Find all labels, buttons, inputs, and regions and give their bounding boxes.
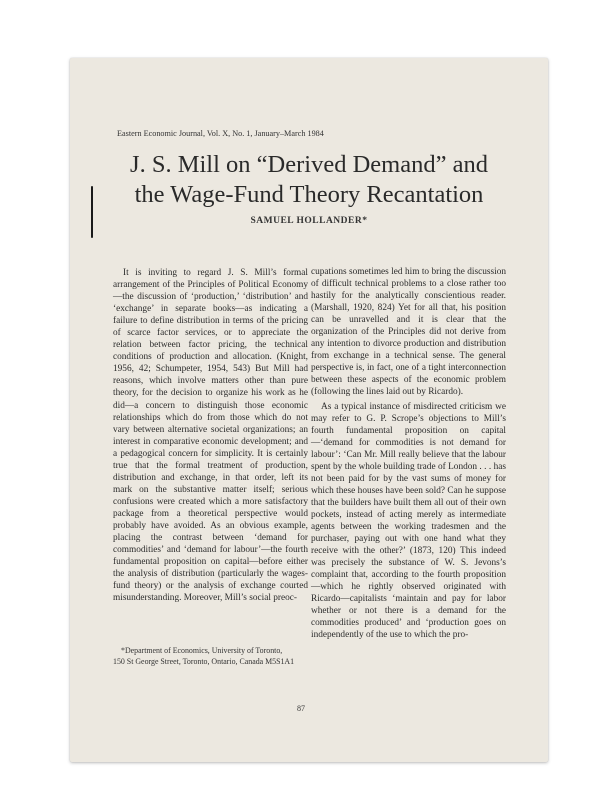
footnote-line-1: *Department of Economics, University of Toronto,	[121, 646, 283, 655]
margin-pencil-mark	[91, 186, 93, 238]
journal-citation: Eastern Economic Journal, Vol. X, No. 1, January–March 1984	[117, 129, 324, 138]
footnote-line-2: 150 St George Street, Toronto, Ontario, Canada M5S1A1	[113, 656, 295, 666]
left-column-paragraph: It is inviting to regard J. S. Mill’s formal arrangement of the Principles of Political Economy—the discussion of ‘production,’ ‘distribution’ and ‘exchange’ in separate books—as indicating a failure to define distribution in terms of the pricing of scarce factor services, or to appreciate the relation between factor pricing, the technical conditions of production and allocation. (Knight, 1956, 42; Schumpeter, 1954, 543) But Mill had reasons, which involve matters other than pure theory, for the decision to organize his work as he did—a concern to distinguish those economic relationships which do from those which do not vary between alternative societal organizations; an interest in comparative economic development; and a pedagogical concern for simplicity. It is certainly true that the formal treatment of production, distribution and exchange, in that order, left its mark on the substantive matter itself; serious confusions were created which a more satisfactory package from a theoretical perspective would probably have avoided. As an obvious example, placing the contrast between ‘demand for commodities’ and ‘demand for labour’—the fourth fundamental proposition on capital—before either the analysis of distribution (particularly the wages-fund theory) or the analysis of exchange courted misunderstanding. Moreover, Mill’s social preoc-	[113, 268, 308, 604]
title-line-1: J. S. Mill on “Derived Demand” and	[130, 151, 488, 178]
right-column-paragraph-1: cupations sometimes led him to bring the discussion of difficult technical problems to a close rather too hastily for the analytically conscientious reader. (Marshall, 1920, 824) Yet for all that, his position can be unravelled and it is clear that the organization of the Principles did not derive from any intention to divorce production and distribution from exchange in a technical sense. The general perspective is, in fact, one of a tight interconnection between these aspects of the economic problem (following the lines laid out by Ricardo).	[311, 267, 506, 398]
page-number: 87	[297, 704, 305, 713]
author-name: SAMUEL HOLLANDER*	[250, 216, 368, 226]
right-column	[311, 266, 506, 641]
left-column	[113, 267, 308, 604]
title-line-2: the Wage-Fund Theory Recantation	[134, 181, 484, 208]
article-title	[104, 150, 514, 210]
right-column-paragraph-2: As a typical instance of misdirected criticism we may refer to G. P. Scrope’s objections to Mill’s fourth fundamental proposition on capital—‘demand for commodities is not demand for labour’: ‘Can Mr. Mill really believe that the labour spent by the whole building trade of London . . . has not been paid for by the vast sums of money for which these houses have been sold? Can he suppose that the builders have built them all out of their own pockets, instead of acting merely as intermediate agents between the working tradesmen and the purchaser, paying out with one hand what they receive with the other?’ (1873, 120) This indeed was precisely the substance of W. S. Jevons’s complaint that, according to the fourth proposition—which he rightly observed originated with Ricardo—capitalists ‘maintain and pay for labor whether or not there is a demand for the commodities produced’ and ‘production goes on independently of the use to which the pro-	[311, 401, 506, 641]
author-footnote	[113, 646, 313, 667]
